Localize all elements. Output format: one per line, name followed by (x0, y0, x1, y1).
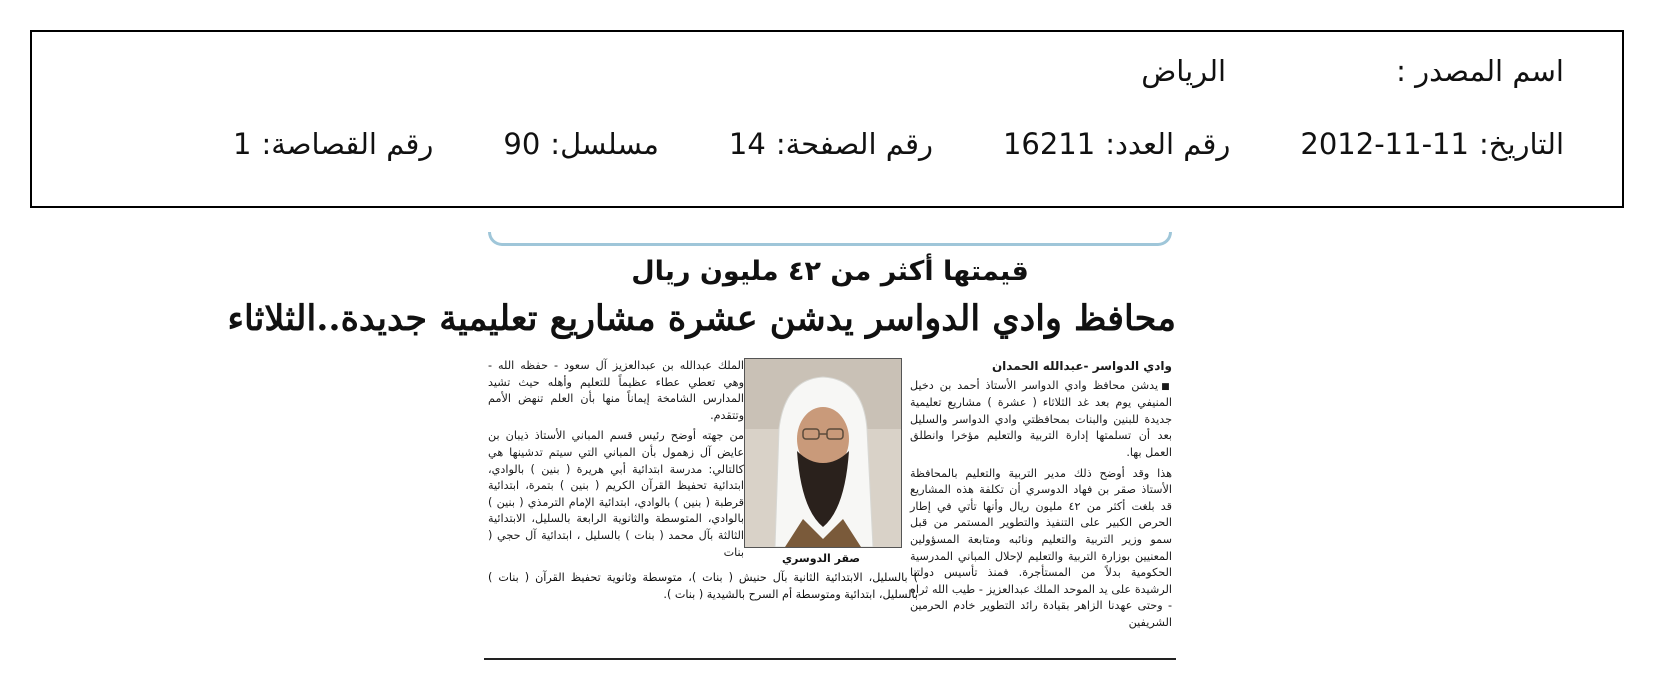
issue-value: 16211 (1002, 127, 1096, 161)
clip-value: 1 (233, 127, 252, 161)
issue-field (1003, 127, 1230, 161)
article-column-left (488, 358, 744, 565)
source-label: اسم المصدر : (1396, 54, 1564, 88)
issue-label: رقم العدد: (1105, 127, 1231, 161)
paragraph: هذا وقد أوضح ذلك مدير التربية والتعليم بالمحافظة الأستاذ صقر بن فهاد الدوسري أن تكلفة هذه المشاريع قد بلغت أكثر من ٤٢ مليون ريال وأنها تأتي في إطار الحرص الكبير على التنفيذ والتطوير المستمر من قبل سمو وزير التربية والتعليم ونائبه ومتابعة المسؤولين المعنيين بوزارة التربية والتعليم لإحلال المباني المدرسية الحكومية بدلاً من المستأجرة. فمنذ تأسيس دولتنا الرشيدة على يد الموحد الملك عبدالعزيز - طيب الله ثراه - وحتى عهدنا الزاهر بقيادة رائد التطوير خادم الحرمين الشريفين (910, 466, 1173, 629)
paragraph-text: يدشن محافظ وادي الدواسر الأستاذ أحمد بن دخيل المنيفي يوم بعد غد الثلاثاء ( عشرة ) مشاريع تعليمية جديدة للبنين والبنات بمحافظتي وادي الدواسر والسليل بعد أن تسلمتها إدارة التربية والتعليم مؤخرا وانطلق العمل بها. (910, 378, 1172, 459)
portrait-figure-icon (745, 359, 901, 547)
date-field (1300, 127, 1564, 161)
top-ornament-rule (488, 232, 1172, 246)
paragraph (910, 378, 1172, 462)
source-value: الرياض (1141, 54, 1227, 88)
article-column-right (910, 358, 1172, 636)
clip-field (233, 127, 433, 161)
serial-value: 90 (503, 127, 541, 161)
square-bullet-icon: ■ (1161, 381, 1172, 392)
clip-label: رقم القصاصة: (261, 127, 434, 161)
page-field (729, 127, 933, 161)
source-row (1141, 54, 1564, 88)
date-label: التاريخ: (1478, 127, 1564, 161)
page-value: 14 (728, 127, 766, 161)
serial-field (503, 127, 659, 161)
details-row (233, 127, 1564, 161)
metadata-box (30, 30, 1624, 208)
paragraph: الملك عبدالله بن عبدالعزيز آل سعود - حفظه الله - وهي تعطي عطاء عظيماً للتعليم وأهله حيث تشيد المدارس الشامخة إيماناً منها بأن العلم تنهض الأمم وتتقدم. (488, 359, 744, 422)
photo-caption: صقر الدوسري (781, 552, 861, 565)
page-label: رقم الصفحة: (775, 127, 933, 161)
bottom-rule (484, 658, 1176, 660)
newspaper-clipping (227, 232, 1176, 662)
date-value: 2012-11-11 (1300, 127, 1469, 161)
article-byline: وادي الدواسر -عبدالله الحمدان (991, 359, 1172, 373)
article-kicker: قيمتها أكثر من ٤٢ مليون ريال (631, 256, 1029, 287)
paragraph: من جهته أوضح رئيس قسم المباني الأستاذ ذيبان بن عايض آل زهمول بأن المباني التي سيتم تدشينها هي كالتالي: مدرسة ابتدائية أبي هريرة ( بنين ) بالوادي، ابتدائية تحفيظ القرآن الكريم ( بنين ) بتمرة، ابتدائية قرطبة ( بنين ) بالوادي، ابتدائية الإمام الترمذي ( بنين ) بالوادي، المتوسطة والثانوية الرابعة بالسليل، الابتدائية الثالثة بآل محمد ( بنات ) بالسليل ، ابتدائية آل حجي ( بنات (488, 429, 744, 559)
portrait-photo (744, 358, 902, 548)
article-continuation: ) بالسليل، الابتدائية الثانية بآل حنيش ( بنات )، متوسطة وثانوية تحفيظ القرآن ( بنات ) بالسليل، ابتدائية ومتوسطة أم السرح بالشيدية ( بنات ). (488, 571, 918, 601)
article-headline: محافظ وادي الدواسر يدشن عشرة مشاريع تعليمية جديدة..الثلاثاء (227, 298, 1176, 339)
serial-label: مسلسل: (550, 127, 659, 161)
